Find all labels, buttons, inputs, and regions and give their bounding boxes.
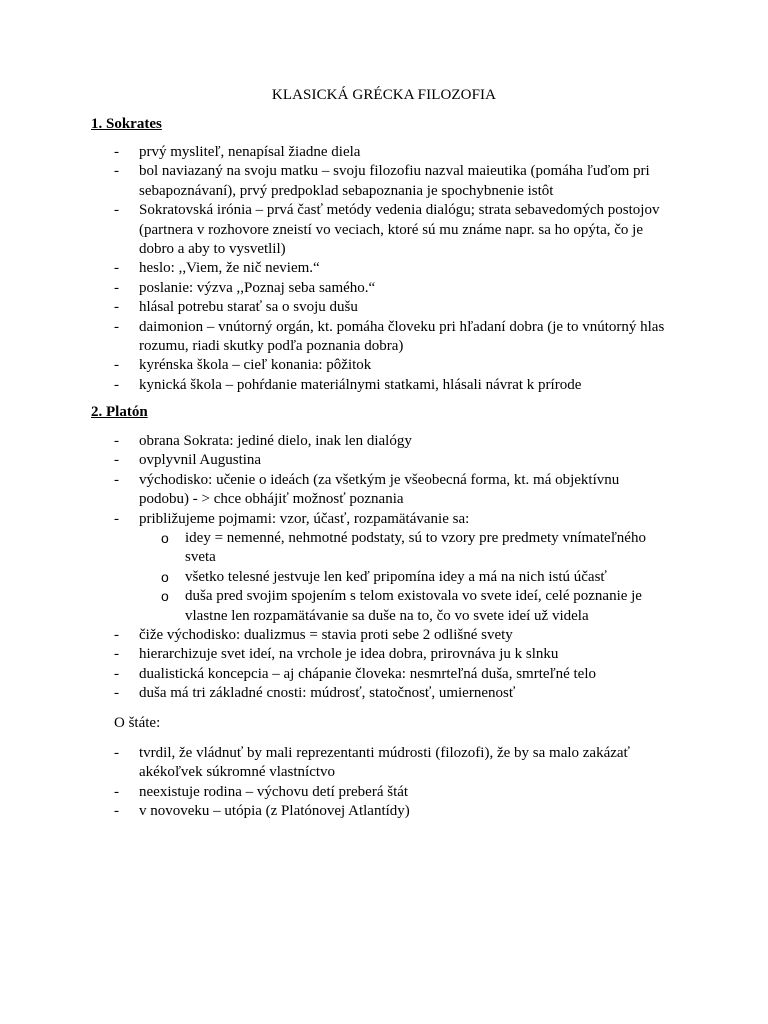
list-item-text: v novoveku – utópia (z Platónovej Atlantídy) bbox=[139, 803, 410, 820]
sub-list-item-text: idey = nemenné, nehmotné podstaty, sú to vzory pre predmety vnímateľného sveta bbox=[185, 530, 646, 566]
sub-list-item-text: všetko telesné jestvuje len keď pripomína idey a má na nich istú účasť bbox=[185, 568, 607, 585]
list-item-text: poslanie: výzva ,,Poznaj seba samého.“ bbox=[139, 279, 376, 296]
list-item-text: neexistuje rodina – výchovu detí preberá štát bbox=[139, 783, 409, 800]
list-item-text: prvý mysliteľ, nenapísal žiadne diela bbox=[139, 144, 361, 160]
list-item bbox=[0, 684, 669, 703]
platon-sub-list bbox=[139, 529, 669, 626]
section-heading-sokrates: 1. Sokrates bbox=[91, 116, 162, 132]
dash-bullet: - bbox=[114, 318, 119, 335]
dash-bullet: - bbox=[114, 783, 119, 800]
list-item-text: tvrdil, že vládnuť by mali reprezentanti múdrosti (filozofi), že by sa malo zakázať akékoľvek súkromné vlastníctvo bbox=[139, 745, 630, 781]
list-item bbox=[0, 626, 669, 645]
list-item-text: obrana Sokrata: jediné dielo, inak len dialógy bbox=[139, 433, 412, 449]
list-item bbox=[0, 645, 669, 664]
dash-bullet: - bbox=[114, 376, 119, 393]
dash-bullet: - bbox=[114, 357, 119, 374]
dash-bullet: - bbox=[114, 627, 119, 644]
dash-bullet: - bbox=[114, 803, 119, 820]
list-item bbox=[0, 279, 669, 298]
list-item-text: dualistická koncepcia – aj chápanie človeka: nesmrteľná duša, smrteľné telo bbox=[139, 665, 597, 682]
list-item bbox=[0, 259, 669, 278]
list-item-text: približujeme pojmami: vzor, účasť, rozpamätávanie sa: bbox=[139, 510, 470, 527]
sokrates-list bbox=[0, 143, 768, 395]
dash-bullet: - bbox=[114, 745, 119, 761]
list-item-text: heslo: ,,Viem, že nič neviem.“ bbox=[139, 260, 320, 277]
dash-bullet: - bbox=[114, 510, 119, 527]
list-item-text: hlásal potrebu starať sa o svoju dušu bbox=[139, 299, 358, 316]
list-item-text: kyrénska škola – cieľ konania: pôžitok bbox=[139, 357, 372, 374]
list-item bbox=[0, 451, 669, 470]
list-item-text: bol naviazaný na svoju matku – svoju filozofiu nazval maieutika (pomáha ľuďom pri sebapoznávaní), prvý predpoklad sebapoznania je spochybnenie istôt bbox=[139, 163, 650, 199]
list-item bbox=[0, 471, 669, 510]
list-item-text: Sokratovská irónia – prvá časť metódy vedenia dialógu; strata sebavedomých postojov (partnera v rozhovore zneistí vo veciach, ktoré sú mu známe napr. sa ho opýta, čo je dobro a aby to vysvetlil) bbox=[139, 202, 660, 258]
list-item bbox=[0, 432, 669, 451]
list-item-text: východisko: učenie o ideách (za všetkým je všeobecná forma, kt. má objektívnu podobu) - > chce obhájiť možnosť poznania bbox=[139, 471, 620, 508]
dash-bullet: - bbox=[114, 260, 119, 277]
sub-list-item bbox=[161, 587, 669, 626]
dash-bullet: - bbox=[114, 471, 119, 488]
dash-bullet: - bbox=[114, 202, 119, 219]
sub-list-item bbox=[161, 529, 669, 568]
state-list bbox=[0, 744, 768, 822]
sub-list-item bbox=[161, 568, 669, 587]
list-item-text: hierarchizuje svet ideí, na vrchole je idea dobra, prirovnáva ju k slnku bbox=[139, 646, 559, 663]
dash-bullet: - bbox=[114, 279, 119, 296]
list-item bbox=[0, 376, 669, 395]
list-item bbox=[0, 143, 669, 162]
dash-bullet: - bbox=[114, 433, 119, 449]
list-item-text: ovplyvnil Augustina bbox=[139, 452, 262, 469]
dash-bullet: - bbox=[114, 646, 119, 663]
circle-bullet: o bbox=[161, 568, 169, 585]
list-item bbox=[0, 356, 669, 375]
circle-bullet: o bbox=[161, 530, 169, 547]
list-item-text: duša má tri základné cnosti: múdrosť, statočnosť, umiernenosť bbox=[139, 685, 516, 702]
dash-bullet: - bbox=[114, 665, 119, 682]
circle-bullet: o bbox=[161, 588, 169, 605]
list-item bbox=[0, 665, 669, 684]
platon-list bbox=[0, 432, 768, 704]
list-item bbox=[0, 744, 669, 783]
dash-bullet: - bbox=[114, 299, 119, 316]
dash-bullet: - bbox=[114, 144, 119, 160]
dash-bullet: - bbox=[114, 452, 119, 469]
list-item bbox=[0, 298, 669, 317]
state-label: O štáte: bbox=[114, 715, 161, 731]
list-item-text: daimonion – vnútorný orgán, kt. pomáha človeku pri hľadaní dobra (je to vnútorný hlas rozumu, riadi skutky podľa poznania dobra) bbox=[139, 318, 665, 355]
list-item-text: kynická škola – pohŕdanie materiálnymi statkami, hlásali návrat k prírode bbox=[139, 376, 582, 393]
list-item bbox=[0, 783, 669, 802]
list-item bbox=[0, 802, 669, 821]
list-item bbox=[0, 201, 669, 259]
list-item bbox=[0, 510, 669, 626]
document-title: KLASICKÁ GRÉCKA FILOZOFIA bbox=[271, 87, 497, 103]
dash-bullet: - bbox=[114, 163, 119, 180]
list-item bbox=[0, 162, 669, 201]
dash-bullet: - bbox=[114, 685, 119, 702]
list-item-text: čiže východisko: dualizmus = stavia proti sebe 2 odlišné svety bbox=[139, 627, 513, 644]
list-item bbox=[0, 318, 669, 357]
sub-list-item-text: duša pred svojim spojením s telom existovala vo svete ideí, celé poznanie je vlastne len rozpamätávanie sa duše na to, čo vo svete ideí už videla bbox=[185, 588, 642, 624]
section-heading-platon: 2. Platón bbox=[91, 404, 148, 420]
